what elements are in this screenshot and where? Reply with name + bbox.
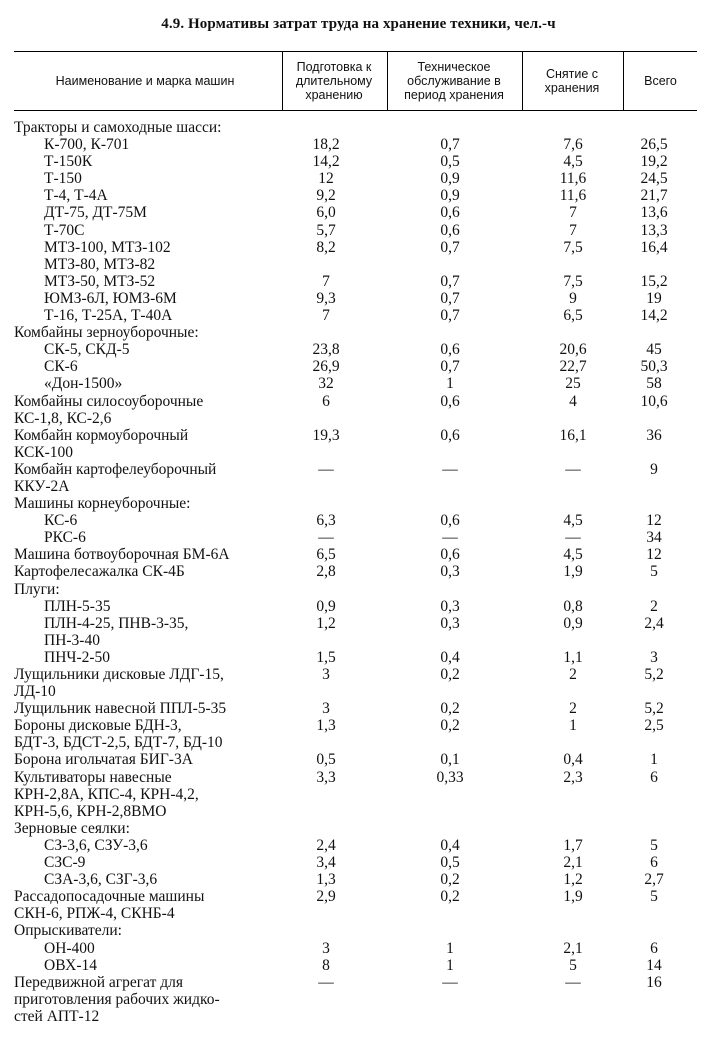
machine-name: ПЛН-4-25, ПНВ-3-35, xyxy=(44,614,189,632)
total-value: 14 xyxy=(646,956,662,974)
maintenance-value: 0,3 xyxy=(440,614,460,632)
table-row xyxy=(14,974,697,991)
total-value: 5 xyxy=(650,563,658,581)
table-row xyxy=(14,153,697,170)
machine-name: Т-70С xyxy=(44,221,85,239)
machine-name: Плуги: xyxy=(14,580,60,598)
preparation-value: 9,2 xyxy=(316,187,336,205)
table-row xyxy=(14,786,697,803)
machine-name: Комбайны зерноуборочные: xyxy=(14,324,199,342)
table-row xyxy=(14,546,697,563)
removal-value: 7,5 xyxy=(563,238,583,256)
machine-name: РКС-6 xyxy=(44,529,86,547)
table-row xyxy=(14,666,697,683)
machine-name: Комбайны силосоуборочные xyxy=(14,392,204,410)
maintenance-value: 0,6 xyxy=(440,221,460,239)
table-row xyxy=(14,529,697,546)
preparation-value: — xyxy=(318,460,334,478)
machine-name: БДТ-3, БДСТ-2,5, БДТ-7, БД-10 xyxy=(14,734,223,752)
table-row xyxy=(14,119,697,136)
preparation-value: 1,5 xyxy=(316,648,336,666)
removal-value: 11,6 xyxy=(559,187,587,205)
maintenance-value: 0,6 xyxy=(440,426,460,444)
preparation-value: 6 xyxy=(322,392,330,410)
removal-value: 1 xyxy=(569,717,577,735)
maintenance-value: — xyxy=(442,529,458,547)
maintenance-value: 0,2 xyxy=(440,717,460,735)
machine-name: Машина ботвоуборочная БМ-6А xyxy=(14,546,230,564)
removal-value: 22,7 xyxy=(559,358,587,376)
total-value: 13,3 xyxy=(640,221,668,239)
total-value: 5,2 xyxy=(644,666,664,683)
removal-value: 2,1 xyxy=(563,854,583,872)
maintenance-value: 0,2 xyxy=(440,871,460,889)
machine-name: Борона игольчатая БИГ-3А xyxy=(14,751,193,769)
machine-name: Комбайн картофелеуборочный xyxy=(14,460,217,478)
removal-value: 4,5 xyxy=(563,153,583,171)
preparation-value: 6,5 xyxy=(316,546,336,564)
total-value: 2,5 xyxy=(644,717,664,735)
table-row xyxy=(14,871,697,888)
total-value: 16,4 xyxy=(640,238,668,256)
table-row xyxy=(14,888,697,905)
removal-value: 1,7 xyxy=(563,836,583,854)
table-row xyxy=(14,922,697,939)
maintenance-value: 0,4 xyxy=(440,836,460,854)
table-row xyxy=(14,358,697,375)
machine-name: СЗ-3,6, СЗУ-3,6 xyxy=(44,836,148,854)
preparation-value: 3,4 xyxy=(316,854,336,872)
table-row xyxy=(14,170,697,187)
machine-name: ПН-3-40 xyxy=(44,631,100,649)
removal-value: 9 xyxy=(569,289,577,307)
preparation-value: 3 xyxy=(322,666,330,683)
removal-value: 11,6 xyxy=(559,170,587,188)
table-row xyxy=(14,375,697,392)
machine-name: Картофелесажалка СК-4Б xyxy=(14,563,185,581)
removal-value: 25 xyxy=(565,375,581,393)
table-row xyxy=(14,700,697,717)
preparation-value: 2,8 xyxy=(316,563,336,581)
maintenance-value: 0,1 xyxy=(440,751,460,769)
table-row xyxy=(14,769,697,786)
total-value: 5 xyxy=(650,888,658,906)
maintenance-value: 0,6 xyxy=(440,512,460,530)
maintenance-value: — xyxy=(442,973,458,991)
removal-value: 0,8 xyxy=(563,597,583,615)
machine-name: Зерновые сеялки: xyxy=(14,819,130,837)
removal-value: 1,9 xyxy=(563,888,583,906)
preparation-value: — xyxy=(318,529,334,547)
machine-name: МТЗ-50, МТЗ-52 xyxy=(44,272,156,290)
removal-value: 7 xyxy=(569,204,577,222)
preparation-value: 14,2 xyxy=(312,153,340,171)
total-value: 6 xyxy=(650,854,658,872)
maintenance-value: 0,2 xyxy=(440,888,460,906)
machine-name: КС-6 xyxy=(44,512,78,530)
removal-value: 16,1 xyxy=(559,426,587,444)
machine-name: КС-1,8, КС-2,6 xyxy=(14,409,112,427)
table-row xyxy=(14,341,697,358)
table-row xyxy=(14,495,697,512)
removal-value: 6,5 xyxy=(563,307,583,325)
removal-value: — xyxy=(565,529,581,547)
total-value: 2 xyxy=(650,597,658,615)
machine-name: СЗС-9 xyxy=(44,854,86,872)
machine-name: ОВХ-14 xyxy=(44,956,98,974)
table-row xyxy=(14,393,697,410)
preparation-value: 3,3 xyxy=(316,768,336,786)
table-row xyxy=(14,581,697,598)
total-value: 5 xyxy=(650,836,658,854)
preparation-value: 32 xyxy=(318,375,334,393)
machine-name: Т-16, Т-25А, Т-40А xyxy=(44,307,173,325)
removal-value: 2,1 xyxy=(563,939,583,957)
removal-value: 2 xyxy=(569,700,577,718)
table-row xyxy=(14,717,697,734)
total-value: 1 xyxy=(650,751,658,769)
total-value: 5,2 xyxy=(644,700,664,718)
maintenance-value: 0,9 xyxy=(440,187,460,205)
machine-name: МТЗ-100, МТЗ-102 xyxy=(44,238,171,256)
maintenance-value: 0,7 xyxy=(440,272,460,290)
machine-name: К-700, К-701 xyxy=(44,136,130,154)
preparation-value: 23,8 xyxy=(312,341,340,359)
machine-name: ЛД-10 xyxy=(14,683,56,701)
table-row xyxy=(14,204,697,221)
header-removal: Снятие с хранения xyxy=(544,67,600,95)
table-row xyxy=(14,957,697,974)
machine-name: Культиваторы навесные xyxy=(14,768,172,786)
total-value: 3 xyxy=(650,648,658,666)
table-row xyxy=(14,751,697,768)
preparation-value: 8 xyxy=(322,956,330,974)
machine-name: СКН-6, РПЖ-4, СКНБ-4 xyxy=(14,905,175,923)
total-value: 12 xyxy=(646,512,662,530)
table-row xyxy=(14,649,697,666)
removal-value: 1,9 xyxy=(563,563,583,581)
total-value: 12 xyxy=(646,546,662,564)
removal-value: 4,5 xyxy=(563,512,583,530)
maintenance-value: 0,3 xyxy=(440,563,460,581)
machine-name: КРН-5,6, КРН-2,8ВМО xyxy=(14,802,167,820)
removal-value: 1,2 xyxy=(563,871,583,889)
maintenance-value: 0,6 xyxy=(440,341,460,359)
header-maintenance: Техническое обслуживание в период хранения xyxy=(404,60,504,102)
total-value: 36 xyxy=(646,426,662,444)
machine-name: КСК-100 xyxy=(14,443,74,461)
maintenance-value: 0,5 xyxy=(440,854,460,872)
table-row xyxy=(14,632,697,649)
preparation-value: 0,5 xyxy=(316,751,336,769)
maintenance-value: 0,6 xyxy=(440,546,460,564)
removal-value: 2,3 xyxy=(563,768,583,786)
removal-value: 0,4 xyxy=(563,751,583,769)
table-row xyxy=(14,410,697,427)
preparation-value: 1,3 xyxy=(316,871,336,889)
table-row xyxy=(14,444,697,461)
table-row xyxy=(14,837,697,854)
table-row xyxy=(14,222,697,239)
preparation-value: 6,0 xyxy=(316,204,336,222)
machine-name: ДТ-75, ДТ-75М xyxy=(44,204,147,222)
machine-name: Рассадопосадочные машины xyxy=(14,888,205,906)
maintenance-value: 0,6 xyxy=(440,392,460,410)
preparation-value: 12 xyxy=(318,170,334,188)
preparation-value: 2,9 xyxy=(316,888,336,906)
preparation-value: 3 xyxy=(322,939,330,957)
total-value: 6 xyxy=(650,768,658,786)
total-value: 21,7 xyxy=(640,187,668,205)
total-value: 26,5 xyxy=(640,136,668,154)
machine-name: Т-150К xyxy=(44,153,93,171)
preparation-value: 9,3 xyxy=(316,289,336,307)
maintenance-value: 1 xyxy=(446,375,454,393)
maintenance-value: 1 xyxy=(446,956,454,974)
table-body xyxy=(14,119,697,1025)
total-value: 45 xyxy=(646,341,662,359)
preparation-value: 7 xyxy=(322,272,330,290)
removal-value: 20,6 xyxy=(559,341,587,359)
table-header xyxy=(14,51,697,111)
table-row xyxy=(14,427,697,444)
preparation-value: 6,3 xyxy=(316,512,336,530)
machine-name: СК-5, СКД-5 xyxy=(44,341,130,359)
machine-name: ПЛН-5-35 xyxy=(44,597,111,615)
maintenance-value: 0,2 xyxy=(440,700,460,718)
machine-name: СК-6 xyxy=(44,358,78,376)
machine-name: стей АПТ-12 xyxy=(14,1007,100,1025)
machine-name: КРН-2,8А, КПС-4, КРН-4,2, xyxy=(14,785,199,803)
machine-name: Т-150 xyxy=(44,170,82,188)
preparation-value: 5,7 xyxy=(316,221,336,239)
table-row xyxy=(14,615,697,632)
total-value: 34 xyxy=(646,529,662,547)
maintenance-value: 0,4 xyxy=(440,648,460,666)
table-row xyxy=(14,940,697,957)
maintenance-value: — xyxy=(442,460,458,478)
total-value: 19,2 xyxy=(640,153,668,171)
table-row xyxy=(14,256,697,273)
total-value: 50,3 xyxy=(640,358,668,376)
preparation-value: 0,9 xyxy=(316,597,336,615)
table-row xyxy=(14,820,697,837)
table-row xyxy=(14,273,697,290)
machine-name: Передвижной агрегат для xyxy=(14,973,184,991)
removal-value: 7,6 xyxy=(563,136,583,154)
total-value: 15,2 xyxy=(640,272,668,290)
maintenance-value: 0,7 xyxy=(440,358,460,376)
machine-name: МТЗ-80, МТЗ-82 xyxy=(44,255,156,273)
machine-name: «Дон-1500» xyxy=(44,375,123,393)
table-row xyxy=(14,683,697,700)
preparation-value: 26,9 xyxy=(312,358,340,376)
preparation-value: 2,4 xyxy=(316,836,336,854)
removal-value: 1,1 xyxy=(563,648,583,666)
maintenance-value: 0,5 xyxy=(440,153,460,171)
removal-value: 7 xyxy=(569,221,577,239)
total-value: 10,6 xyxy=(640,392,668,410)
maintenance-value: 0,7 xyxy=(440,289,460,307)
machine-name: ЮМЗ-6Л, ЮМЗ-6М xyxy=(44,289,177,307)
total-value: 58 xyxy=(646,375,662,393)
table-row xyxy=(14,290,697,307)
table-row xyxy=(14,187,697,204)
machine-name: ПНЧ-2-50 xyxy=(44,648,111,666)
machine-name: приготовления рабочих жидко- xyxy=(14,990,220,1008)
total-value: 2,4 xyxy=(644,614,664,632)
removal-value: 0,9 xyxy=(563,614,583,632)
preparation-value: 19,3 xyxy=(312,426,340,444)
table-row xyxy=(14,1008,697,1025)
preparation-value: — xyxy=(318,973,334,991)
machine-name: Т-4, Т-4А xyxy=(44,187,108,205)
table-row xyxy=(14,512,697,529)
table-row xyxy=(14,136,697,153)
removal-value: 5 xyxy=(569,956,577,974)
total-value: 24,5 xyxy=(640,170,668,188)
table-row xyxy=(14,991,697,1008)
table-row xyxy=(14,854,697,871)
total-value: 6 xyxy=(650,939,658,957)
machine-name: Опрыскиватели: xyxy=(14,922,122,940)
total-value: 13,6 xyxy=(640,204,668,222)
table-row xyxy=(14,563,697,580)
table-row xyxy=(14,803,697,820)
preparation-value: 18,2 xyxy=(312,136,340,154)
preparation-value: 1,2 xyxy=(316,614,336,632)
removal-value: 2 xyxy=(569,666,577,683)
removal-value: 4,5 xyxy=(563,546,583,564)
machine-name: Лущильник навесной ППЛ-5-35 xyxy=(14,700,227,718)
machine-name: Машины корнеуборочные: xyxy=(14,495,191,513)
maintenance-value: 0,7 xyxy=(440,238,460,256)
removal-value: 7,5 xyxy=(563,272,583,290)
table-row xyxy=(14,598,697,615)
total-value: 14,2 xyxy=(640,307,668,325)
table-title: 4.9. Нормативы затрат труда на хранение техники, чел.-ч xyxy=(161,16,556,32)
preparation-value: 1,3 xyxy=(316,717,336,735)
machine-name: Лущильники дисковые ЛДГ-15, xyxy=(14,666,224,683)
table-row xyxy=(14,307,697,324)
preparation-value: 8,2 xyxy=(316,238,336,256)
table-row xyxy=(14,324,697,341)
table-row xyxy=(14,734,697,751)
header-preparation: Подготовка к длительному хранению xyxy=(295,60,373,102)
removal-value: — xyxy=(565,460,581,478)
maintenance-value: 0,6 xyxy=(440,204,460,222)
machine-name: Комбайн кормоуборочный xyxy=(14,426,189,444)
maintenance-value: 0,2 xyxy=(440,666,460,683)
header-name: Наименование и марка машин xyxy=(55,74,235,88)
total-value: 16 xyxy=(646,973,662,991)
machine-name: Бороны дисковые БДН-3, xyxy=(14,717,182,735)
total-value: 2,7 xyxy=(644,871,664,889)
maintenance-value: 0,3 xyxy=(440,597,460,615)
maintenance-value: 1 xyxy=(446,939,454,957)
machine-name: ККУ-2А xyxy=(14,477,70,495)
maintenance-value: 0,7 xyxy=(440,136,460,154)
table-row xyxy=(14,478,697,495)
maintenance-value: 0,7 xyxy=(440,307,460,325)
table-row xyxy=(14,239,697,256)
total-value: 9 xyxy=(650,460,658,478)
maintenance-value: 0,33 xyxy=(436,768,464,786)
header-total: Всего xyxy=(644,74,677,88)
preparation-value: 3 xyxy=(322,700,330,718)
preparation-value: 7 xyxy=(322,307,330,325)
machine-name: ОН-400 xyxy=(44,939,95,957)
total-value: 19 xyxy=(646,289,662,307)
table-row xyxy=(14,461,697,478)
machine-name: Тракторы и самоходные шасси: xyxy=(14,119,222,136)
table-row xyxy=(14,905,697,922)
removal-value: — xyxy=(565,973,581,991)
maintenance-value: 0,9 xyxy=(440,170,460,188)
removal-value: 4 xyxy=(569,392,577,410)
machine-name: СЗА-3,6, СЗГ-3,6 xyxy=(44,871,158,889)
